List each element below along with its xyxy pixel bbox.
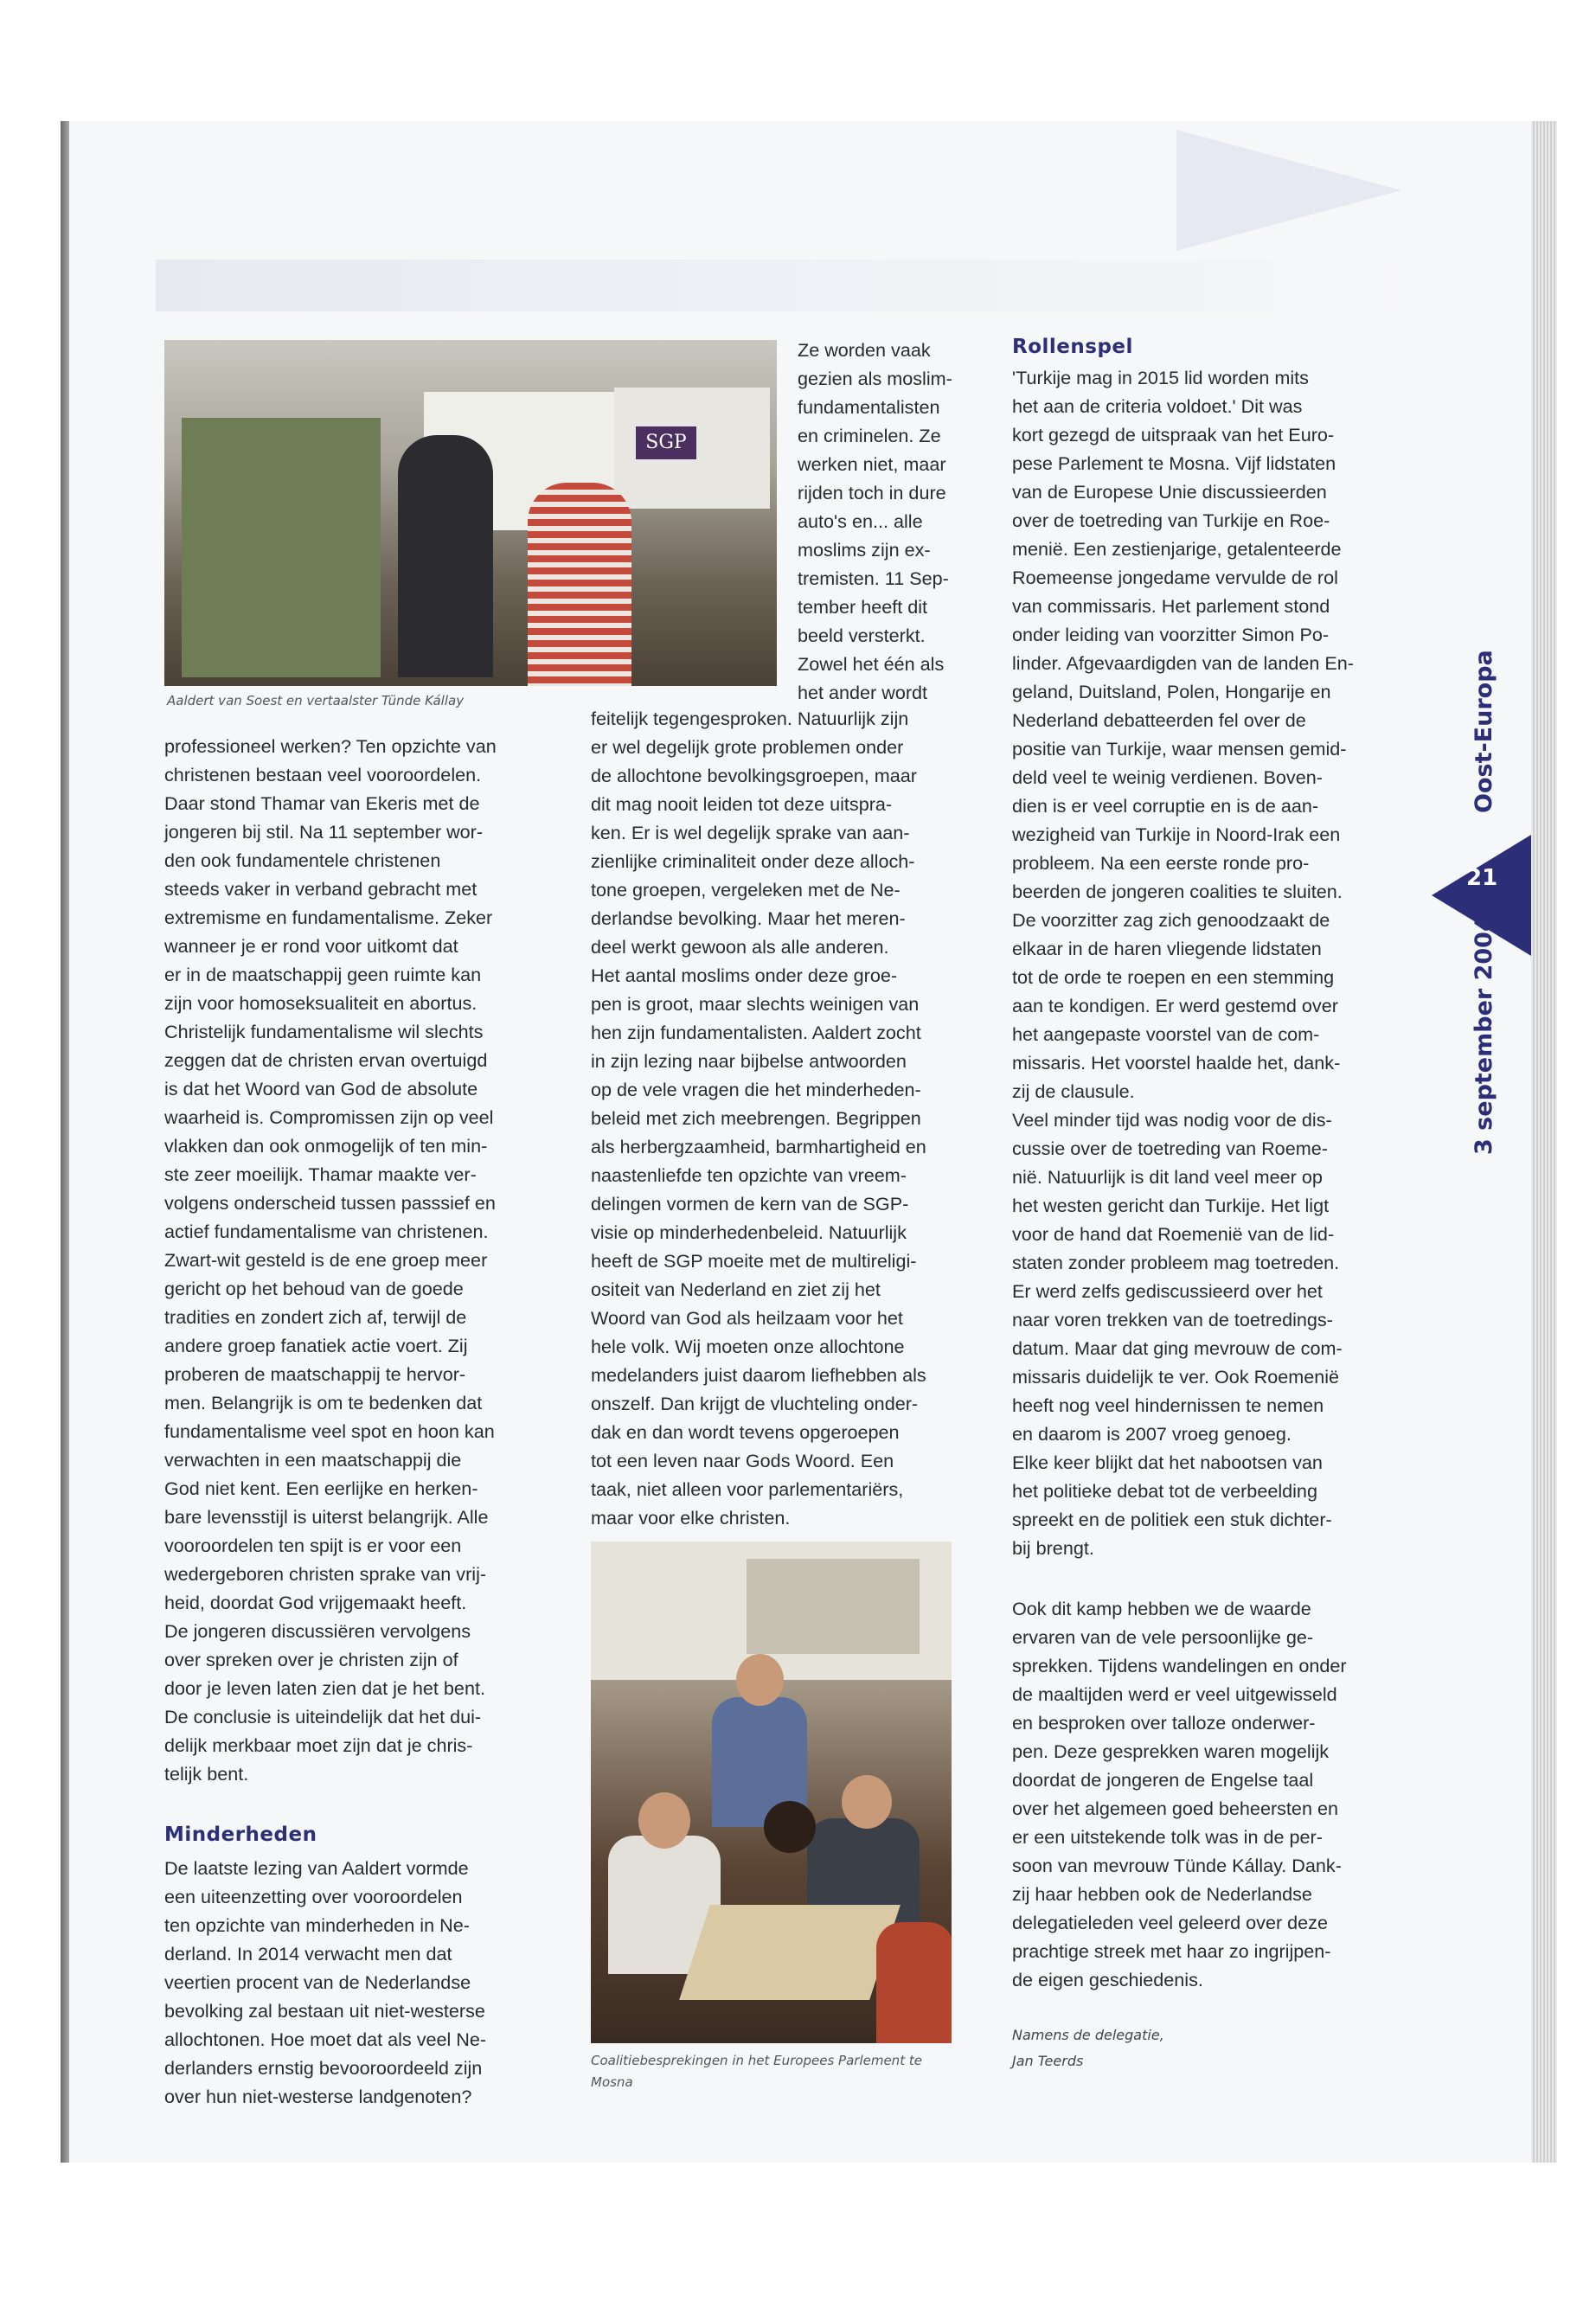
photo-person-speaker: [398, 435, 493, 677]
photo-face: [736, 1654, 784, 1706]
col2-intro-text: Ze worden vaak gezien als moslim- fundamentalisten en criminelen. Ze werken niet, maar rijden toch in dure auto's en... alle moslims zijn ex- tremisten. 11 Sep- tember heeft dit beeld versterkt. Zowel het één als het ander wordt: [798, 339, 952, 703]
col1-body-text: professioneel werken? Ten opzichte van christenen bestaan veel vooroordelen. Daar stond Thamar van Ekeris met de jongeren bij stil. Na 11 september wor- den ook fundamentele christenen steeds vaker in verband gebracht met extremisme en fundamentalisme. Zeker wanneer je er rond voor uitkomt dat er in de maatschappij geen ruimte kan zijn voor homoseksualiteit en abortus. Christelijk fundamentalisme wil slechts zeggen dat de christen ervan overtuigd is dat het Woord van God de absolute waarheid is. Compromissen zijn op veel vlakken dan ook onmogelijk of ten min- ste zeer moeilijk. Thamar maakte ver- volgens onderscheid tussen passsief en actief fundamentalisme van christenen. Zwart-wit gesteld is de ene groep meer gericht op het behoud van de goede tradities en zondert zich af, terwijl de andere groep fanatiek actie voert. Zij proberen de maatschappij te hervor- men. Belangrijk is om te bedenken dat fundamentalisme veel spot en hoon kan verwachten in een maatschappij die God niet kent. Een eerlijke en herken- bare levensstijl is uiterst belangrijk. Alle vooroordelen ten spijt is er voor een wedergeboren christen sprake van vrij- heid, doordat God vrijgemaakt heeft. De jongeren discussiëren vervolgens over spreken over je christen zijn of door je leven laten zien dat je het bent. De conclusie is uiteindelijk dat het dui- delijk merkbaar moet zijn dat je chris- telijk bent.: [164, 735, 497, 1785]
section-label-vertical: Oost-Europa: [1471, 650, 1497, 813]
heading-minderheden: Minderheden: [164, 1823, 317, 1846]
col2-body-text: feitelijk tegengesproken. Natuurlijk zijn er wel degelijk grote problemen onder de allochtone bevolkingsgroepen, maar dit mag nooit leiden tot deze uitspra- ken. Er is wel degelijk sprake van aan- zienlijke criminaliteit onder deze alloch- tone groepen, vergeleken met de Ne- derlandse bevolking. Maar het meren- deel werkt gewoon als alle anderen. Het aantal moslims onder deze groe- pen is groot, maar slechts weinigen van hen zijn fundamentalisten. Aaldert zocht in zijn lezing naar bijbelse antwoorden op de vele vragen die het minderheden- beleid met zich meebrengen. Begrippen als herbergzaamheid, barmhartigheid en naastenliefde ten opzichte van vreem- delingen vormen de kern van de SGP- visie op minderhedenbeleid. Natuurlijk heeft de SGP moeite met de multireligi- ositeit van Nederland en ziet zij het Woord van God als heilzaam voor het hele volk. Wij moeten onze allochtone medelanders juist daarom liefhebben als onszelf. Dan krijgt de vluchteling onder- dak en dan wordt tevens opgeroepen tot een leven naar Gods Woord. Een taak, niet alleen voor parlementariërs, maar voor elke christen.: [591, 708, 926, 1529]
page-stack-edge: [1531, 121, 1557, 2163]
watermark-band: [156, 260, 1436, 311]
col3-closing-text: Ook dit kamp hebben we de waarde ervaren van de vele persoonlijke ge- sprekken. Tijdens wandelingen en onder de maaltijden werd er veel uitgewisseld en besproken over talloze onderwer- pen. Deze gesprekken waren mogelijk doordat de jongeren de Engelse taal over het algemeen goed beheersten en er een uitstekende tolk was in de per- soon van mevrouw Tünde Kállay. Dank- zij haar hebben ook de Nederlandse delegatieleden veel geleerd over deze prachtige streek met haar zo ingrijpen- de eigen geschiedenis.: [1012, 1598, 1347, 1990]
photo-face: [638, 1792, 690, 1849]
binding-spine: [61, 121, 69, 2163]
photo-person-translator: [528, 483, 631, 686]
photo-head: [764, 1801, 816, 1853]
page-number: 21: [1466, 865, 1498, 891]
signature: Namens de delegatie, Jan Teerds: [1012, 2027, 1164, 2069]
watermark-triangle: [1176, 130, 1401, 251]
photo-coalition-talks: [591, 1541, 952, 2043]
photo-person: [876, 1922, 952, 2043]
rollenspel-body-text: 'Turkije mag in 2015 lid worden mits het aan de criteria voldoet.' Dit was kort gezegd de uitspraak van het Euro- pese Parlement te Mosna. Vijf lidstaten van de Europese Unie discussieerden over de toetreding van Turkije en Roe- menië. Een zestienjarige, getalenteerde Roemeense jongedame vervulde de rol van commissaris. Het parlement stond onder leiding van voorzitter Simon Po- linder. Afgevaardigden van de landen En- geland, Duitsland, Polen, Hongarije en Nederland debatteerden fel over de positie van Turkije, waar mensen gemid- deld veel te weinig verdienen. Boven- dien is er veel corruptie en is de aan- wezigheid van Turkije in Noord-Irak een probleem. Na een eerste ronde pro- beerden de jongeren coalities te sluiten. De voorzitter zag zich genoodzaakt de elkaar in de haren vliegende lidstaten tot de orde te roepen en een stemming aan te kondigen. Er werd gestemd over het aangepaste voorstel van de com- missaris. Het voorstel haalde het, dank- zij de clausule. Veel minder tijd was nodig voor de dis- cussie over de toetreding van Roeme- nië. Natuurlijk is dit land veel meer op het westen gericht dan Turkije. Het ligt voor de hand dat Roemenië van de lid- staten zonder probleem mag toetreden. Er werd zelfs gediscussieerd over het naar voren trekken van de toetredings- datum. Maar dat ging mevrouw de com- missaris duidelijk te ver. Ook Roemenië heeft nog veel hindernissen te nemen en daarom is 2007 vroeg genoeg. Elke keer blijkt dat het nabootsen van het politieke debat tot de verbeelding spreekt en de politiek een stuk dichter- bij brengt.: [1012, 367, 1354, 1559]
minderheden-body-text: De laatste lezing van Aaldert vormde een uiteenzetting over vooroordelen ten opzichte van minderheden in Ne- derland. In 2014 verwacht men dat veertien procent van de Nederlandse bevolking zal bestaan uit niet-westerse allochtonen. Hoe moet dat als veel Ne- derlanders ernstig bevooroordeeld zijn over hun niet-westerse landgenoten?: [164, 1857, 487, 2107]
photo-cabinet: [182, 418, 381, 677]
photo-speakers: [164, 340, 777, 686]
issue-date-vertical: 3 september 2004: [1471, 915, 1497, 1155]
photo-top-caption: Aaldert van Soest en vertaalster Tünde Kállay: [167, 693, 465, 708]
sgp-logo: SGP: [636, 426, 696, 459]
heading-rollenspel: Rollenspel: [1012, 336, 1133, 358]
photo-wall-map: [747, 1559, 920, 1654]
photo-table: [679, 1905, 901, 2000]
photo-bottom-caption: Coalitiebesprekingen in het Europees Parlement te Mosna: [591, 2053, 922, 2090]
photo-face: [842, 1775, 892, 1829]
